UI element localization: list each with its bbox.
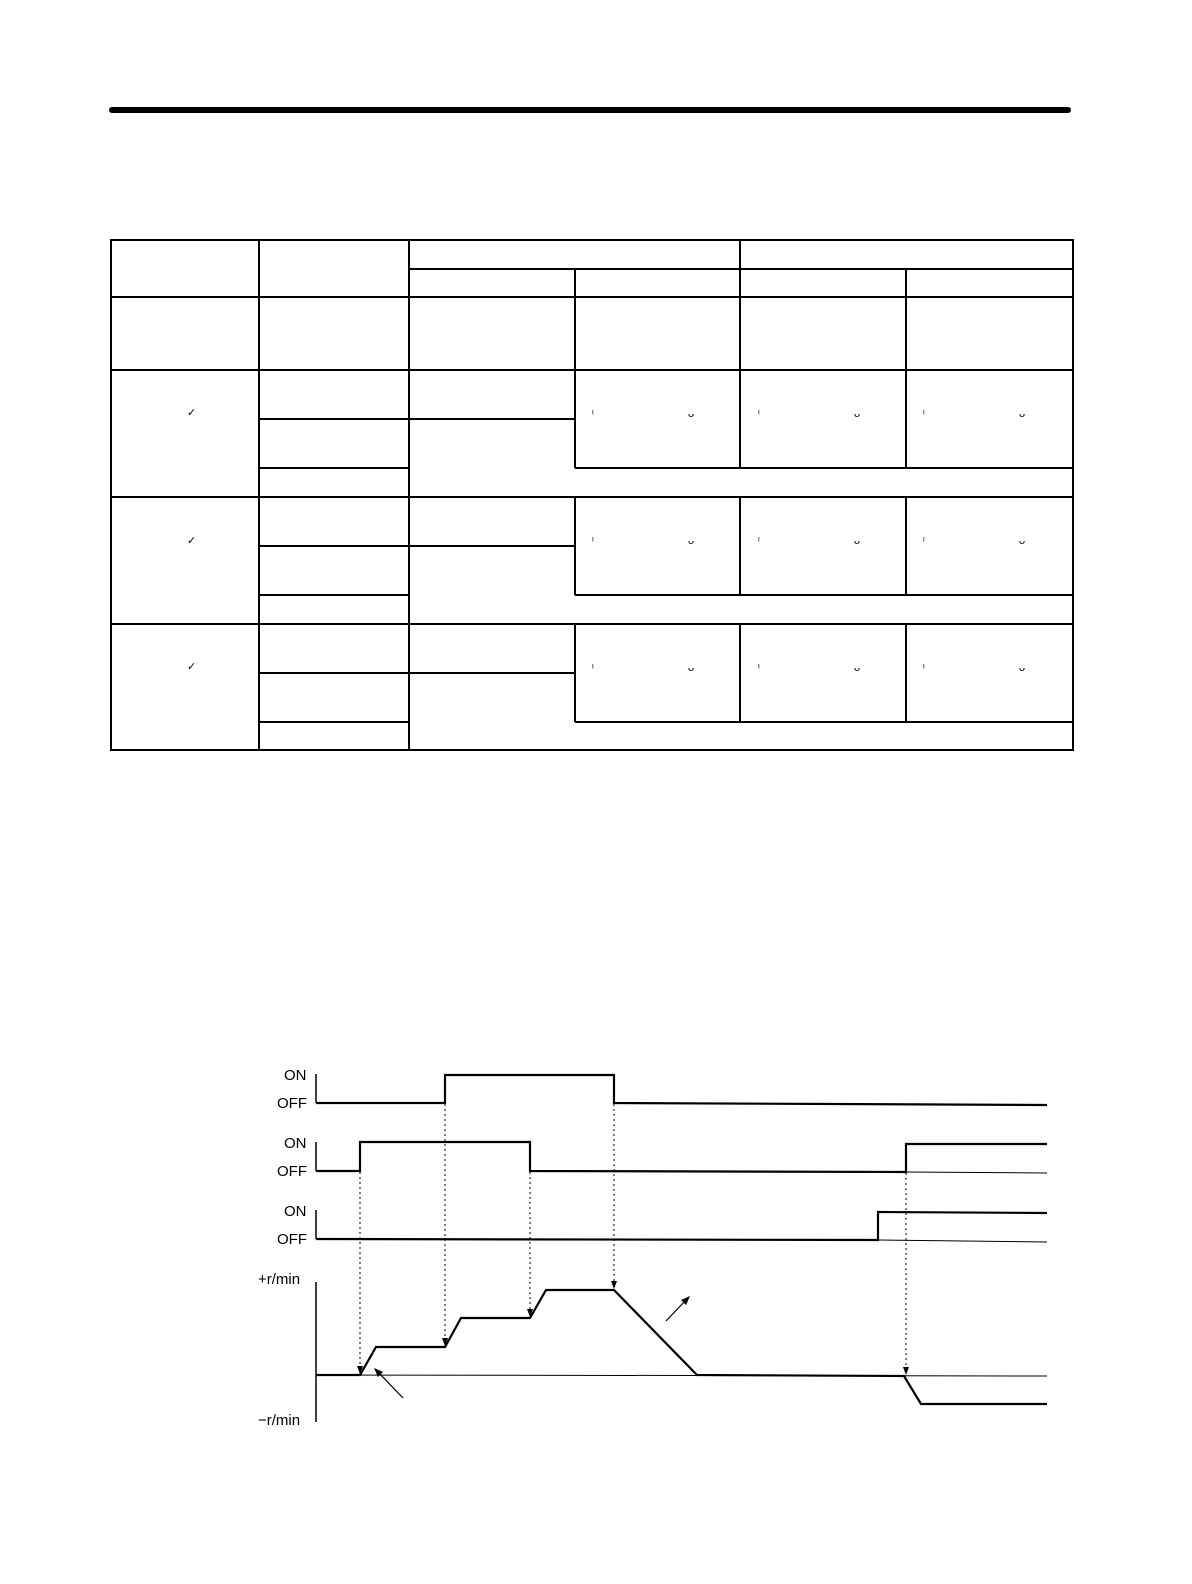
signal3-off-label: OFF: [277, 1231, 307, 1248]
cell-mark-right: ᴗ: [688, 662, 695, 674]
cell-mark-right: ᴗ: [1019, 662, 1026, 674]
signal1-on-label: ON: [284, 1067, 307, 1084]
cell-mark-left: ᶦ: [758, 408, 760, 420]
cell-mark-left: ᶦ: [923, 662, 925, 674]
cell-mark-left: ᶦ: [923, 408, 925, 420]
row3-mark: ✓: [187, 661, 197, 673]
cell-mark-left: ᶦ: [758, 662, 760, 674]
signal2-off-label: OFF: [277, 1163, 307, 1180]
cell-mark-left: ᶦ: [592, 535, 594, 547]
signal3-waveform: [316, 1212, 1047, 1240]
signal1-off-label: OFF: [277, 1095, 307, 1112]
cell-mark-right: ᴗ: [688, 408, 695, 420]
cell-mark-right: ᴗ: [854, 662, 861, 674]
signal3-on-label: ON: [284, 1203, 307, 1220]
cell-mark-right: ᴗ: [688, 535, 695, 547]
cell-mark-left: ᶦ: [592, 662, 594, 674]
speed-positive-label: +r/min: [258, 1271, 301, 1288]
speed-negative-label: −r/min: [258, 1412, 301, 1429]
signal1-waveform: [316, 1075, 1047, 1105]
cell-mark-right: ᴗ: [1019, 535, 1026, 547]
cell-mark-right: ᴗ: [854, 535, 861, 547]
row1-mark: ✓: [187, 407, 197, 419]
timing-chart: [258, 1067, 1047, 1429]
cell-mark-right: ᴗ: [1019, 408, 1026, 420]
signal2-on-label: ON: [284, 1135, 307, 1152]
cell-mark-right: ᴗ: [854, 408, 861, 420]
cell-mark-left: ᶦ: [592, 408, 594, 420]
cell-mark-left: ᶦ: [923, 535, 925, 547]
row2-mark: ✓: [187, 535, 197, 547]
speed-waveform: [316, 1290, 1047, 1404]
signal2-waveform: [316, 1142, 1047, 1172]
cell-mark-left: ᶦ: [758, 535, 760, 547]
